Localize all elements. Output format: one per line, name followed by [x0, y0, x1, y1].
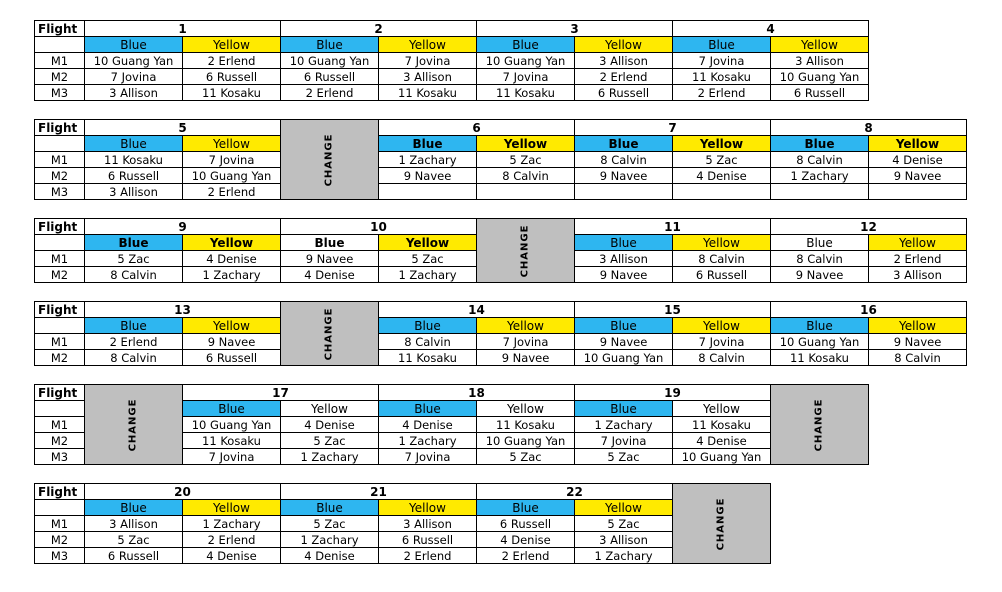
flight-number-row: [35, 120, 967, 136]
label-blank: [35, 37, 85, 53]
blue-player-cell: 9 Navee: [379, 168, 477, 184]
blue-player-cell: 1 Zachary: [379, 152, 477, 168]
yellow-player-cell: 5 Zac: [379, 251, 477, 267]
blue-player-cell: 3 Allison: [85, 85, 183, 101]
yellow-player-cell: 2 Erlend: [183, 184, 281, 200]
blue-player-cell: 8 Calvin: [771, 251, 869, 267]
team-blue-header: Blue: [477, 500, 575, 516]
blue-player-cell: 10 Guang Yan: [477, 53, 575, 69]
yellow-player-cell: 5 Zac: [477, 449, 575, 465]
yellow-player-cell: [869, 184, 967, 200]
match-label: M3: [35, 449, 85, 465]
team-blue-header: Blue: [281, 37, 379, 53]
team-yellow-header: Yellow: [869, 235, 967, 251]
flight-number: 17: [183, 385, 379, 401]
blue-player-cell: 11 Kosaku: [771, 350, 869, 366]
team-blue-header: Blue: [673, 37, 771, 53]
change-label: CHANGE: [323, 133, 335, 186]
team-yellow-header: Yellow: [673, 136, 771, 152]
yellow-player-cell: 6 Russell: [183, 69, 281, 85]
yellow-player-cell: 5 Zac: [575, 516, 673, 532]
yellow-player-cell: 5 Zac: [673, 152, 771, 168]
blue-player-cell: 10 Guang Yan: [183, 417, 281, 433]
flight-number: 20: [85, 484, 281, 500]
flight-table-2: [34, 119, 967, 200]
blue-player-cell: 8 Calvin: [85, 350, 183, 366]
change-block: [85, 385, 183, 465]
label-blank: [35, 235, 85, 251]
change-block: [281, 120, 379, 200]
flight-number-row: [35, 484, 771, 500]
yellow-player-cell: 3 Allison: [379, 516, 477, 532]
yellow-player-cell: 2 Erlend: [379, 548, 477, 564]
flight-number: 19: [575, 385, 771, 401]
change-block: [477, 219, 575, 283]
table-row: [35, 168, 967, 184]
blue-player-cell: 1 Zachary: [281, 532, 379, 548]
blue-player-cell: [575, 184, 673, 200]
match-label: M2: [35, 350, 85, 366]
team-blue-header: Blue: [379, 136, 477, 152]
flight-label: Flight: [35, 385, 85, 401]
match-label: M2: [35, 532, 85, 548]
blue-player-cell: 11 Kosaku: [85, 152, 183, 168]
yellow-player-cell: 2 Erlend: [869, 251, 967, 267]
table-row: [35, 532, 771, 548]
team-yellow-header: Yellow: [379, 235, 477, 251]
flight-number: 22: [477, 484, 673, 500]
label-blank: [35, 136, 85, 152]
label-blank: [35, 500, 85, 516]
yellow-player-cell: 7 Jovina: [379, 53, 477, 69]
flight-number: 14: [379, 302, 575, 318]
flight-number: 18: [379, 385, 575, 401]
blue-player-cell: 1 Zachary: [575, 417, 673, 433]
yellow-player-cell: 2 Erlend: [575, 69, 673, 85]
blue-player-cell: 7 Jovina: [183, 449, 281, 465]
blue-player-cell: 2 Erlend: [85, 334, 183, 350]
change-block: [771, 385, 869, 465]
blue-player-cell: 5 Zac: [85, 251, 183, 267]
blue-player-cell: 7 Jovina: [575, 433, 673, 449]
flight-table-1: [34, 20, 869, 101]
team-blue-header: Blue: [379, 401, 477, 417]
blue-player-cell: [771, 184, 869, 200]
table-row: [35, 548, 771, 564]
team-blue-header: Blue: [85, 318, 183, 334]
yellow-player-cell: 4 Denise: [183, 251, 281, 267]
flight-number: 12: [771, 219, 967, 235]
blue-player-cell: 8 Calvin: [379, 334, 477, 350]
team-blue-header: Blue: [85, 500, 183, 516]
yellow-player-cell: 6 Russell: [673, 267, 771, 283]
blue-player-cell: 9 Navee: [575, 168, 673, 184]
team-yellow-header: Yellow: [183, 136, 281, 152]
team-yellow-header: Yellow: [869, 136, 967, 152]
flight-label: Flight: [35, 120, 85, 136]
flight-number: 10: [281, 219, 477, 235]
change-label: CHANGE: [519, 224, 531, 277]
yellow-player-cell: 4 Denise: [869, 152, 967, 168]
yellow-player-cell: 3 Allison: [869, 267, 967, 283]
match-label: M1: [35, 53, 85, 69]
flight-number: 21: [281, 484, 477, 500]
yellow-player-cell: 11 Kosaku: [183, 85, 281, 101]
yellow-player-cell: 11 Kosaku: [477, 417, 575, 433]
team-yellow-header: Yellow: [673, 401, 771, 417]
blue-player-cell: 6 Russell: [281, 69, 379, 85]
team-blue-header: Blue: [183, 401, 281, 417]
team-blue-header: Blue: [281, 235, 379, 251]
match-label: M2: [35, 267, 85, 283]
blue-player-cell: 5 Zac: [85, 532, 183, 548]
match-label: M3: [35, 184, 85, 200]
team-blue-header: Blue: [281, 500, 379, 516]
yellow-player-cell: 9 Navee: [869, 168, 967, 184]
flight-number: 4: [673, 21, 869, 37]
team-yellow-header: Yellow: [575, 500, 673, 516]
yellow-player-cell: 10 Guang Yan: [771, 69, 869, 85]
yellow-player-cell: 11 Kosaku: [379, 85, 477, 101]
blue-player-cell: 10 Guang Yan: [771, 334, 869, 350]
yellow-player-cell: [673, 184, 771, 200]
yellow-player-cell: 1 Zachary: [379, 267, 477, 283]
team-blue-header: Blue: [771, 318, 869, 334]
yellow-player-cell: 3 Allison: [575, 532, 673, 548]
flight-number-row: [35, 385, 869, 401]
flight-number-row: [35, 21, 869, 37]
yellow-player-cell: 1 Zachary: [575, 548, 673, 564]
yellow-player-cell: 9 Navee: [183, 334, 281, 350]
blue-player-cell: 3 Allison: [85, 516, 183, 532]
blue-player-cell: 4 Denise: [477, 532, 575, 548]
blue-player-cell: [379, 184, 477, 200]
team-blue-header: Blue: [771, 136, 869, 152]
flight-number: 1: [85, 21, 281, 37]
flight-number-row: [35, 219, 967, 235]
blue-player-cell: 3 Allison: [575, 251, 673, 267]
match-label: M3: [35, 548, 85, 564]
yellow-player-cell: 7 Jovina: [183, 152, 281, 168]
yellow-player-cell: 1 Zachary: [183, 516, 281, 532]
blue-player-cell: 3 Allison: [85, 184, 183, 200]
flight-number: 13: [85, 302, 281, 318]
team-yellow-header: Yellow: [281, 401, 379, 417]
flight-label: Flight: [35, 302, 85, 318]
flight-number: 5: [85, 120, 281, 136]
yellow-player-cell: 8 Calvin: [673, 350, 771, 366]
blue-player-cell: 5 Zac: [575, 449, 673, 465]
change-label: CHANGE: [127, 398, 139, 451]
blue-player-cell: 7 Jovina: [673, 53, 771, 69]
team-blue-header: Blue: [771, 235, 869, 251]
team-blue-header: Blue: [379, 318, 477, 334]
team-yellow-header: Yellow: [869, 318, 967, 334]
yellow-player-cell: [477, 184, 575, 200]
blue-player-cell: 11 Kosaku: [379, 350, 477, 366]
flight-number-row: [35, 302, 967, 318]
yellow-player-cell: 7 Jovina: [477, 334, 575, 350]
match-label: M1: [35, 334, 85, 350]
team-blue-header: Blue: [575, 401, 673, 417]
team-blue-header: Blue: [575, 235, 673, 251]
flight-number: 15: [575, 302, 771, 318]
change-block: [673, 484, 771, 564]
team-yellow-header: Yellow: [477, 318, 575, 334]
team-yellow-header: Yellow: [183, 318, 281, 334]
flight-table-4: [34, 301, 967, 366]
yellow-player-cell: 2 Erlend: [183, 53, 281, 69]
match-label: M1: [35, 516, 85, 532]
blue-player-cell: 7 Jovina: [477, 69, 575, 85]
team-blue-header: Blue: [85, 37, 183, 53]
team-header-row: [35, 500, 771, 516]
match-label: M1: [35, 251, 85, 267]
team-blue-header: Blue: [575, 136, 673, 152]
blue-player-cell: 4 Denise: [281, 548, 379, 564]
match-label: M2: [35, 69, 85, 85]
blue-player-cell: 9 Navee: [771, 267, 869, 283]
yellow-player-cell: 3 Allison: [575, 53, 673, 69]
yellow-player-cell: 6 Russell: [575, 85, 673, 101]
yellow-player-cell: 1 Zachary: [281, 449, 379, 465]
flight-label: Flight: [35, 21, 85, 37]
blue-player-cell: 8 Calvin: [771, 152, 869, 168]
label-blank: [35, 401, 85, 417]
team-yellow-header: Yellow: [183, 235, 281, 251]
yellow-player-cell: 8 Calvin: [477, 168, 575, 184]
match-label: M3: [35, 85, 85, 101]
table-row: [35, 53, 869, 69]
blue-player-cell: 2 Erlend: [673, 85, 771, 101]
table-row: [35, 334, 967, 350]
team-yellow-header: Yellow: [575, 37, 673, 53]
blue-player-cell: 11 Kosaku: [183, 433, 281, 449]
team-blue-header: Blue: [575, 318, 673, 334]
blue-player-cell: 1 Zachary: [379, 433, 477, 449]
blue-player-cell: 2 Erlend: [477, 548, 575, 564]
match-label: M1: [35, 417, 85, 433]
table-row: [35, 69, 869, 85]
flight-number: 8: [771, 120, 967, 136]
flight-table-6: [34, 483, 771, 564]
blue-player-cell: 11 Kosaku: [477, 85, 575, 101]
blue-player-cell: 9 Navee: [281, 251, 379, 267]
flight-number: 2: [281, 21, 477, 37]
blue-player-cell: 1 Zachary: [771, 168, 869, 184]
flight-number: 11: [575, 219, 771, 235]
team-header-row: [35, 136, 967, 152]
blue-player-cell: 6 Russell: [85, 168, 183, 184]
yellow-player-cell: 5 Zac: [477, 152, 575, 168]
table-row: [35, 152, 967, 168]
blue-player-cell: 8 Calvin: [575, 152, 673, 168]
yellow-player-cell: 6 Russell: [183, 350, 281, 366]
yellow-player-cell: 2 Erlend: [183, 532, 281, 548]
yellow-player-cell: 7 Jovina: [673, 334, 771, 350]
team-yellow-header: Yellow: [183, 500, 281, 516]
yellow-player-cell: 5 Zac: [281, 433, 379, 449]
yellow-player-cell: 3 Allison: [771, 53, 869, 69]
match-label: M2: [35, 433, 85, 449]
blue-player-cell: 6 Russell: [477, 516, 575, 532]
team-blue-header: Blue: [85, 235, 183, 251]
yellow-player-cell: 10 Guang Yan: [183, 168, 281, 184]
blue-player-cell: 9 Navee: [575, 334, 673, 350]
change-block: [281, 302, 379, 366]
team-blue-header: Blue: [85, 136, 183, 152]
team-header-row: [35, 318, 967, 334]
team-yellow-header: Yellow: [771, 37, 869, 53]
blue-player-cell: 7 Jovina: [379, 449, 477, 465]
flight-number: 7: [575, 120, 771, 136]
blue-player-cell: 5 Zac: [281, 516, 379, 532]
blue-player-cell: 6 Russell: [85, 548, 183, 564]
team-yellow-header: Yellow: [477, 136, 575, 152]
yellow-player-cell: 4 Denise: [673, 168, 771, 184]
match-label: M1: [35, 152, 85, 168]
blue-player-cell: 10 Guang Yan: [85, 53, 183, 69]
team-yellow-header: Yellow: [477, 401, 575, 417]
blue-player-cell: 10 Guang Yan: [281, 53, 379, 69]
team-yellow-header: Yellow: [379, 37, 477, 53]
yellow-player-cell: 1 Zachary: [183, 267, 281, 283]
flight-number: 9: [85, 219, 281, 235]
yellow-player-cell: 8 Calvin: [869, 350, 967, 366]
blue-player-cell: 7 Jovina: [85, 69, 183, 85]
blue-player-cell: 4 Denise: [281, 267, 379, 283]
flight-number: 16: [771, 302, 967, 318]
table-row: [35, 516, 771, 532]
label-blank: [35, 318, 85, 334]
team-yellow-header: Yellow: [379, 500, 477, 516]
yellow-player-cell: 4 Denise: [183, 548, 281, 564]
team-yellow-header: Yellow: [673, 235, 771, 251]
blue-player-cell: 8 Calvin: [85, 267, 183, 283]
yellow-player-cell: 11 Kosaku: [673, 417, 771, 433]
yellow-player-cell: 6 Russell: [771, 85, 869, 101]
blue-player-cell: 9 Navee: [575, 267, 673, 283]
yellow-player-cell: 9 Navee: [477, 350, 575, 366]
flight-label: Flight: [35, 219, 85, 235]
change-label: CHANGE: [715, 497, 727, 550]
change-label: CHANGE: [323, 307, 335, 360]
yellow-player-cell: 4 Denise: [281, 417, 379, 433]
blue-player-cell: 10 Guang Yan: [575, 350, 673, 366]
yellow-player-cell: 4 Denise: [673, 433, 771, 449]
blue-player-cell: 4 Denise: [379, 417, 477, 433]
flight-number: 6: [379, 120, 575, 136]
table-row: [35, 85, 869, 101]
team-header-row: [35, 37, 869, 53]
team-yellow-header: Yellow: [673, 318, 771, 334]
team-blue-header: Blue: [477, 37, 575, 53]
yellow-player-cell: 8 Calvin: [673, 251, 771, 267]
flight-table-5: [34, 384, 869, 465]
table-row: [35, 184, 967, 200]
blue-player-cell: 11 Kosaku: [673, 69, 771, 85]
flight-number: 3: [477, 21, 673, 37]
yellow-player-cell: 10 Guang Yan: [477, 433, 575, 449]
blue-player-cell: 2 Erlend: [281, 85, 379, 101]
team-yellow-header: Yellow: [183, 37, 281, 53]
yellow-player-cell: 9 Navee: [869, 334, 967, 350]
table-row: [35, 350, 967, 366]
yellow-player-cell: 3 Allison: [379, 69, 477, 85]
change-label: CHANGE: [813, 398, 825, 451]
flight-table-3: [34, 218, 967, 283]
yellow-player-cell: 10 Guang Yan: [673, 449, 771, 465]
yellow-player-cell: 6 Russell: [379, 532, 477, 548]
flight-label: Flight: [35, 484, 85, 500]
match-label: M2: [35, 168, 85, 184]
